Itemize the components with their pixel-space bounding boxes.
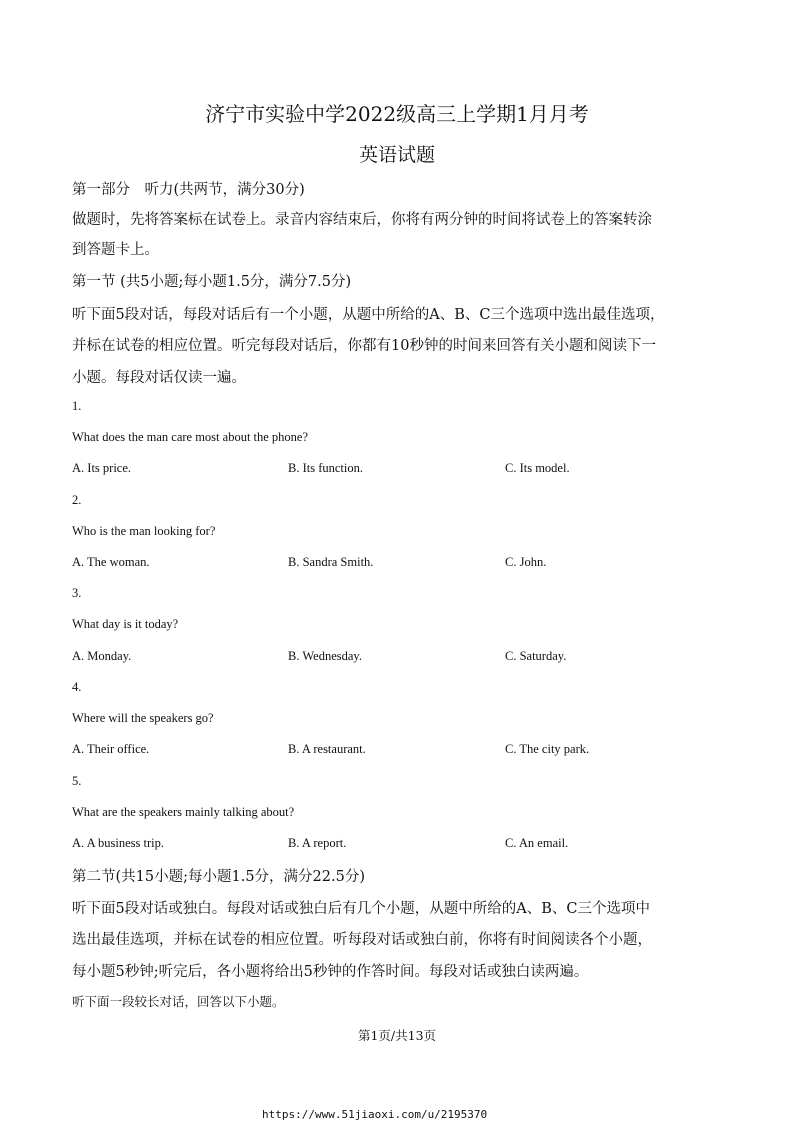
- option-a: A. The woman.: [72, 555, 150, 569]
- part1-intro-line: 做题时，先将答案标在试卷上。录音内容结束后，你将有两分钟的时间将试卷上的答案转涂: [72, 212, 652, 228]
- question-text: Who is the man looking for?: [72, 524, 216, 538]
- option-c: C. John.: [505, 555, 547, 569]
- question-number: 1.: [72, 399, 82, 413]
- option-b: B. A report.: [288, 836, 347, 850]
- section2-note: 听下面一段较长对话，回答以下小题。: [72, 995, 285, 1009]
- exam-subtitle: 英语试题: [358, 144, 435, 166]
- question-number: 4.: [72, 680, 82, 694]
- question-number: 3.: [72, 586, 82, 600]
- section1-instruction-line: 小题。每段对话仅读一遍。: [72, 370, 246, 386]
- section2-instruction-line: 听下面5段对话或独白。每段对话或独白后有几个小题，从题中所给的A、B、C三个选项中: [72, 901, 650, 917]
- section1-heading: 第一节 (共5小题;每小题1.5分，满分7.5分): [72, 274, 352, 290]
- part1-heading: 第一部分 听力(共两节，满分30分): [72, 182, 305, 198]
- option-a: A. Their office.: [72, 742, 150, 756]
- watermark-url: https://www.51jiaoxi.com/u/2195370: [262, 1108, 488, 1121]
- question-text: What day is it today?: [72, 617, 179, 631]
- option-b: B. Its function.: [288, 461, 363, 475]
- option-b: B. Wednesday.: [288, 649, 362, 663]
- section1-instruction-line: 并标在试卷的相应位置。听完每段对话后，你都有10秒钟的时间来回答有关小题和阅读下一: [72, 338, 656, 354]
- option-b: B. A restaurant.: [288, 742, 366, 756]
- question-number: 5.: [72, 774, 82, 788]
- question-text: What are the speakers mainly talking about?: [72, 805, 295, 819]
- section2-heading: 第二节(共15小题;每小题1.5分，满分22.5分): [72, 869, 365, 885]
- question-number: 2.: [72, 493, 82, 507]
- option-c: C. Its model.: [505, 461, 570, 475]
- option-a: A. Monday.: [72, 649, 132, 663]
- question-text: What does the man care most about the phone?: [72, 430, 309, 444]
- option-a: A. Its price.: [72, 461, 132, 475]
- part1-intro-line: 到答题卡上。: [72, 242, 159, 258]
- section2-instruction-line: 每小题5秒钟;听完后，各小题将给出5秒钟的作答时间。每段对话或独白读两遍。: [72, 964, 589, 980]
- option-c: C. The city park.: [505, 742, 590, 756]
- option-a: A. A business trip.: [72, 836, 165, 850]
- section2-instruction-line: 选出最佳选项，并标在试卷的相应位置。听每段对话或独白前，你将有时间阅读各个小题，: [72, 932, 652, 948]
- option-c: C. An email.: [505, 836, 569, 850]
- section1-instruction-line: 听下面5段对话，每段对话后有一个小题，从题中所给的A、B、C三个选项中选出最佳选项，: [72, 307, 665, 323]
- page-number: 第1页/共13页: [357, 1028, 437, 1043]
- question-text: Where will the speakers go?: [72, 711, 214, 725]
- option-b: B. Sandra Smith.: [288, 555, 374, 569]
- option-c: C. Saturday.: [505, 649, 567, 663]
- exam-title: 济宁市实验中学2022级高三上学期1月月考: [205, 102, 589, 126]
